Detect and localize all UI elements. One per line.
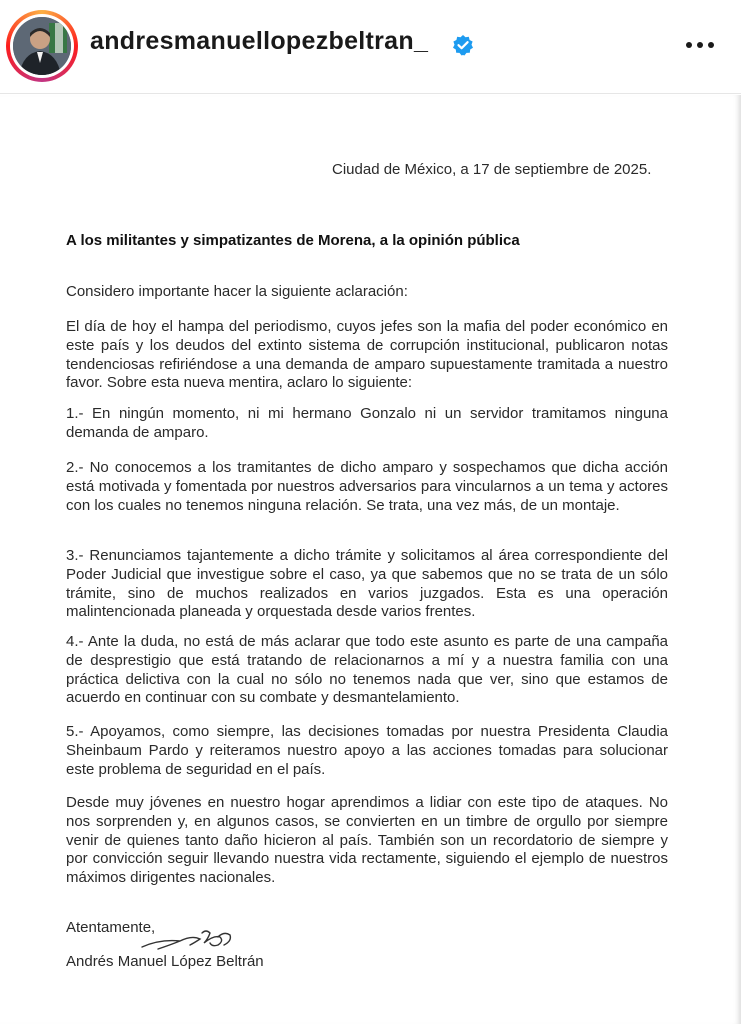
paragraph-point-2: 2.- No conocemos a los tramitantes de dicho amparo y sospechamos que dicha acción está motivada y fomentada por nuestros adversarios para vincularnos a un tema y actores con los cuales no tenemos ninguna relación. Se trata, una vez más, de un montaje. [66, 459, 668, 514]
post-header [0, 0, 741, 94]
paragraph-intro: Considero importante hacer la siguiente aclaración: [66, 283, 408, 300]
letter-document [0, 95, 741, 1024]
username[interactable]: andresmanuellopezbeltran_ [90, 27, 429, 55]
letter-signer: Andrés Manuel López Beltrán [66, 953, 264, 970]
paragraph-closing-remarks: Desde muy jóvenes en nuestro hogar aprendimos a lidiar con este tipo de ataques. No nos sorprenden y, en algunos casos, se convierten en un timbre de orgullo por siempre venir de quienes tanto daño hicieron al país. También son un recordatorio de siempre y por convicción seguir llevando nuestra vida rectamente, siguiendo el ejemplo de nuestros máximos dirigentes nacionales. [66, 794, 668, 887]
letter-closing: Atentamente, [66, 919, 156, 936]
avatar[interactable] [13, 17, 71, 75]
verified-badge-icon [452, 34, 474, 56]
story-ring[interactable] [6, 10, 78, 82]
more-options-icon[interactable] [684, 30, 716, 60]
letter-salutation: A los militantes y simpatizantes de Morena, a la opinión pública [66, 232, 520, 249]
paragraph-point-1: 1.- En ningún momento, ni mi hermano Gonzalo ni un servidor tramitamos ninguna demanda de amparo. [66, 405, 668, 441]
paragraph-point-5: 5.- Apoyamos, como siempre, las decisiones tomadas por nuestra Presidenta Claudia Sheinbaum Pardo y reiteramos nuestro apoyo a las acciones tomadas para solucionar este problema de seguridad en el país. [66, 723, 668, 778]
paragraph-context: El día de hoy el hampa del periodismo, cuyos jefes son la mafia del poder económico en este país y los deudos del extinto sistema de corrupción institucional, publicaron notas tendenciosas refiriéndose a una demanda de amparo supuestamente tramitada a nuestro favor. Sobre esta nueva mentira, aclaro lo siguiente: [66, 318, 668, 392]
letter-date: Ciudad de México, a 17 de septiembre de 2025. [332, 161, 652, 178]
paragraph-point-3: 3.- Renunciamos tajantemente a dicho trámite y solicitamos al área correspondiente del Poder Judicial que investigue sobre el caso, ya que sabemos que no se trata de un sólo trámite, sino de muchos realizados en varios juzgados. Esta es una operación malintencionada planeada y orquestada desde varios frentes. [66, 547, 668, 621]
signature-icon [140, 925, 240, 955]
paragraph-point-4: 4.- Ante la duda, no está de más aclarar que todo este asunto es parte de una campaña de desprestigio que está tratando de relacionarnos a mí y a nuestra familia con una práctica delictiva con la cual no sólo no tenemos nada que ver, sino que estamos de acuerdo en continuar con su combate y desmantelamiento. [66, 633, 668, 707]
